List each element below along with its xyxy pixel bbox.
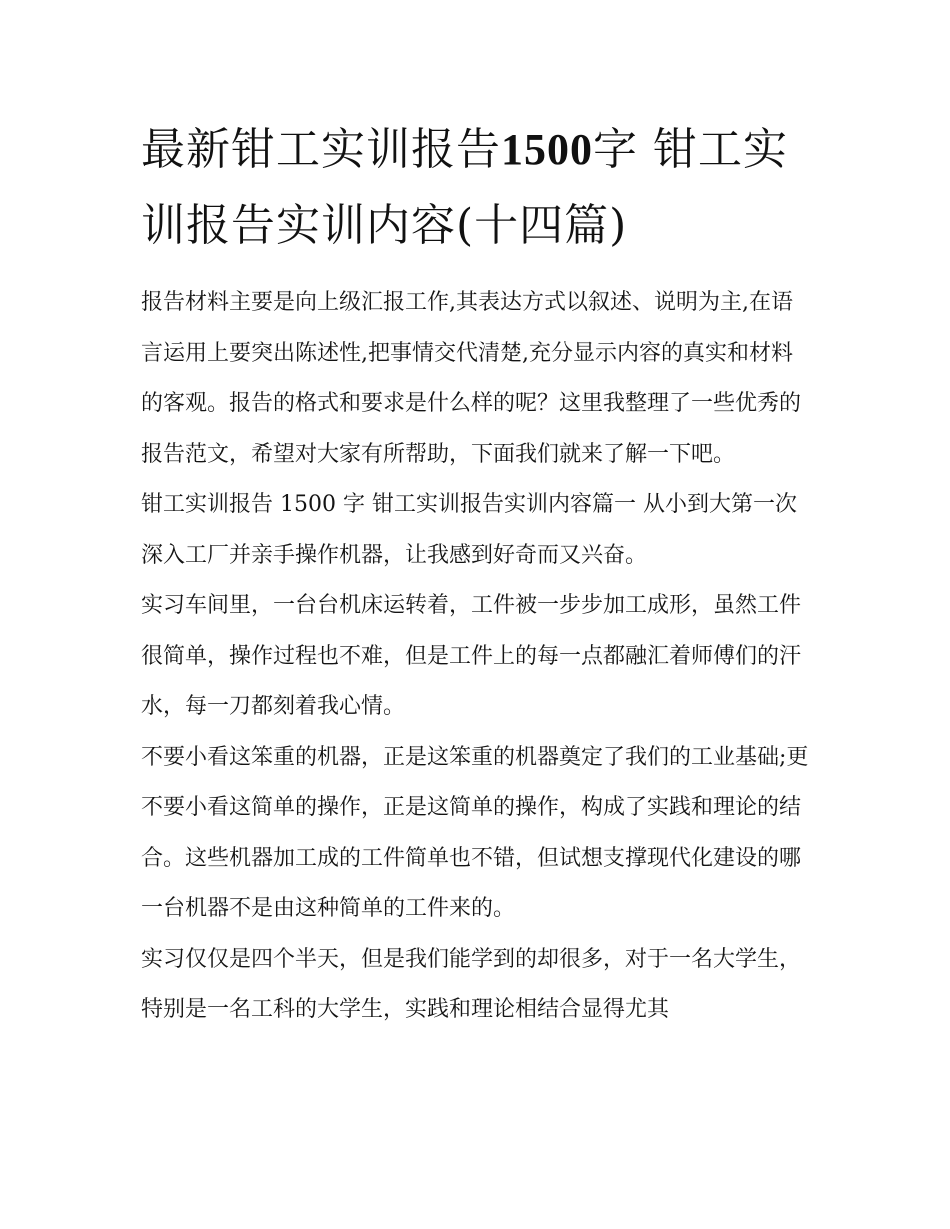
title-text-part1: 最新钳工实训报告	[141, 124, 501, 175]
paragraph-machines: 不要小看这笨重的机器，正是这笨重的机器奠定了我们的工业基础;更不要小看这简单的操作，正是这简单的操作，构成了实践和理论的结合。这些机器加工成的工件简单也不错，但试想支撑现代化建设的哪一台机器不是由这种简单的工件来的。	[141, 744, 809, 921]
document-title	[141, 112, 813, 264]
paragraph-section-one-opening: 钳工实训报告 1500 字 钳工实训报告实训内容篇一 从小到大第一次深入工厂并亲手操作机器，让我感到好奇而又兴奋。	[141, 492, 797, 568]
paragraph-workshop: 实习车间里，一台台机床运转着，工件被一步步加工成形，虽然工件很简单，操作过程也不难，但是工件上的每一点都融汇着师傅们的汗水，每一刀都刻着我心情。	[141, 593, 802, 719]
document-body	[141, 112, 813, 1036]
title-number: 1500	[501, 125, 593, 174]
paragraph-internship: 实习仅仅是四个半天，但是我们能学到的却很多，对于一名大学生，特别是一名工科的大学生，实践和理论相结合显得尤其	[141, 946, 802, 1022]
title-text-part2: 字 钳工实训报告实训内容(十四篇)	[141, 124, 788, 251]
paragraph-intro: 报告材料主要是向上级汇报工作,其表达方式以叙述、说明为主,在语言运用上要突出陈述性,把事情交代清楚,充分显示内容的真实和材料的客观。报告的格式和要求是什么样的呢？这里我整理了一些优秀的报告范文，希望对大家有所帮助，下面我们就来了解一下吧。	[141, 290, 802, 467]
